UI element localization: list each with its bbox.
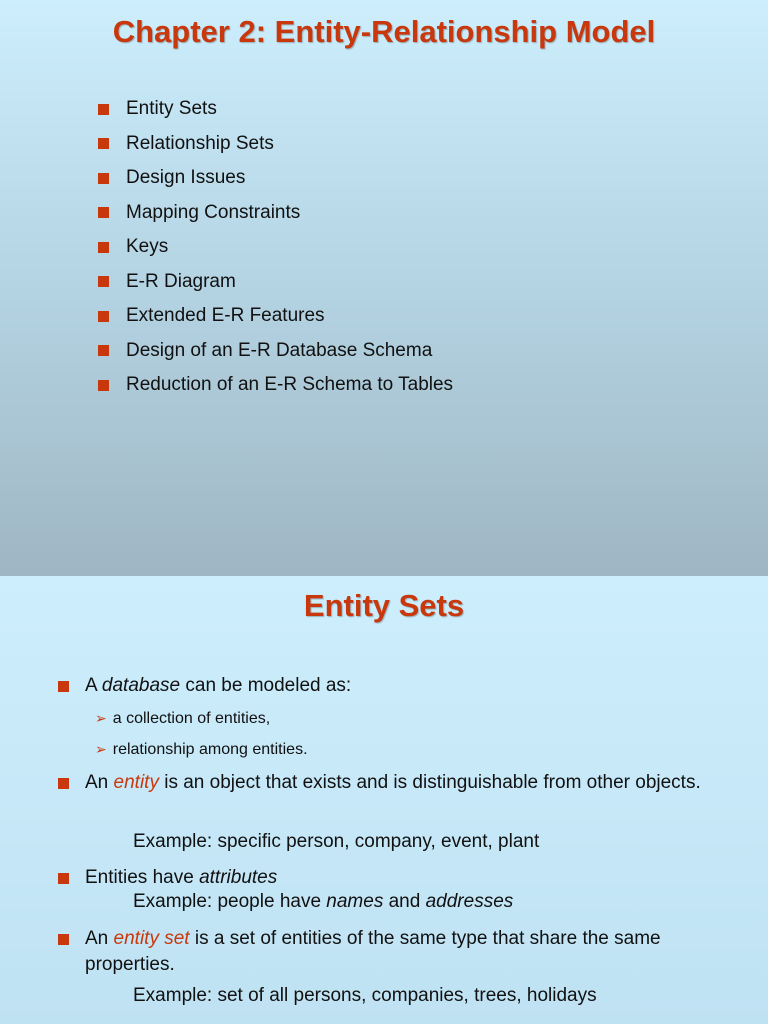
sub-bullet: ➢ a collection of entities, xyxy=(95,710,271,727)
list-item: Extended E-R Features xyxy=(98,299,453,334)
list-item: E-R Diagram xyxy=(98,265,453,300)
bullet-square-icon xyxy=(98,104,109,115)
example-text: Example: people have names and addresses xyxy=(133,891,514,912)
list-item: Relationship Sets xyxy=(98,127,453,162)
bullet-square-icon xyxy=(98,311,109,322)
bullet-entity: An entity is an object that exists and is distinguishable from other objects. xyxy=(85,770,715,796)
list-item: Design Issues xyxy=(98,161,453,196)
topics-list xyxy=(98,92,453,403)
bullet-square-icon xyxy=(98,173,109,184)
bullet-square-icon xyxy=(98,138,109,149)
list-item: Reduction of an E-R Schema to Tables xyxy=(98,368,453,403)
bullet-square-icon xyxy=(58,873,69,884)
sub-bullet: ➢ relationship among entities. xyxy=(95,741,308,758)
list-item: Keys xyxy=(98,230,453,265)
bullet-database: A database can be modeled as: xyxy=(85,673,725,699)
example-text: Example: set of all persons, companies, trees, holidays xyxy=(133,985,597,1006)
bullet-attributes: Entities have attributes xyxy=(85,865,725,891)
slide-entity-sets xyxy=(0,576,768,1024)
example-text: Example: specific person, company, event, plant xyxy=(133,831,540,852)
list-item: Mapping Constraints xyxy=(98,196,453,231)
arrow-bullet-icon: ➢ xyxy=(95,710,107,726)
slide-title: Chapter 2: Entity-Relationship Model xyxy=(112,14,656,49)
arrow-bullet-icon: ➢ xyxy=(95,741,107,757)
bullet-square-icon xyxy=(98,207,109,218)
bullet-square-icon xyxy=(98,242,109,253)
bullet-square-icon xyxy=(58,778,69,789)
bullet-square-icon xyxy=(58,681,69,692)
bullet-entity-set: An entity set is a set of entities of the same type that share the same properties. xyxy=(85,926,705,978)
bullet-square-icon xyxy=(98,345,109,356)
list-item: Entity Sets xyxy=(98,92,453,127)
bullet-square-icon xyxy=(98,380,109,391)
list-item: Design of an E-R Database Schema xyxy=(98,334,453,369)
slide-title: Entity Sets xyxy=(303,588,465,623)
bullet-square-icon xyxy=(58,934,69,945)
bullet-square-icon xyxy=(98,276,109,287)
